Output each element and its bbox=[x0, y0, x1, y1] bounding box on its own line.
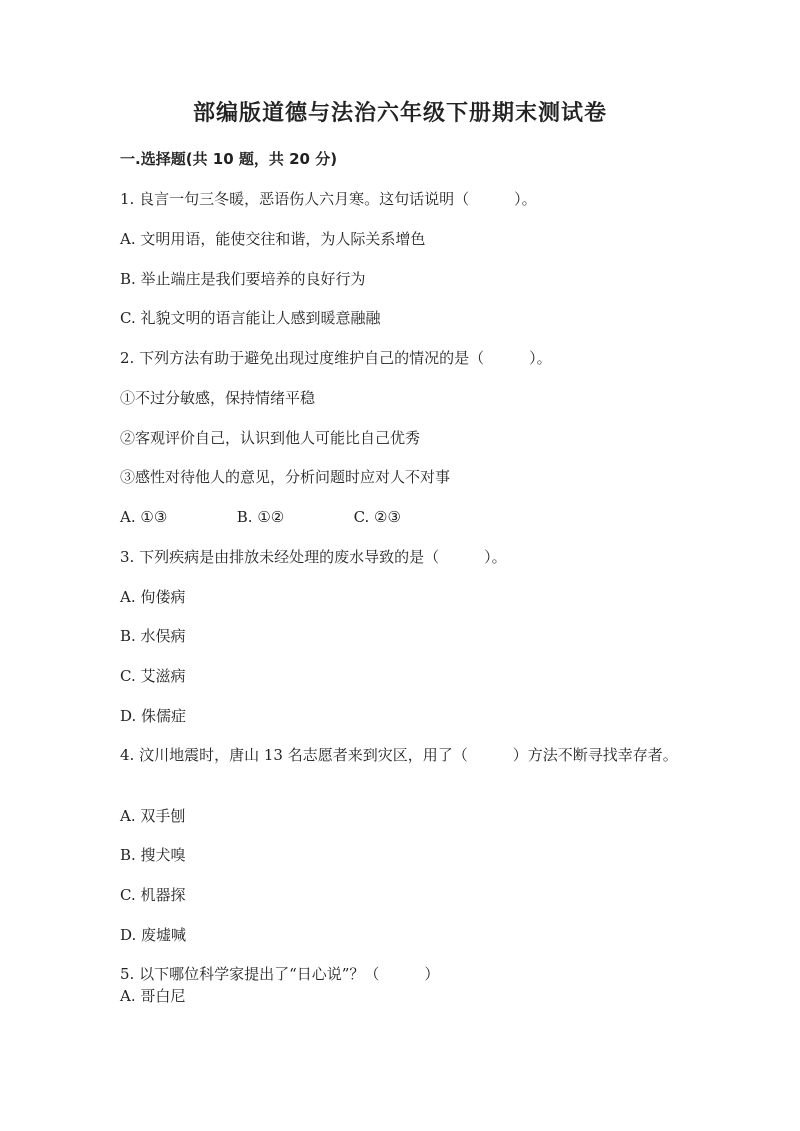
question-4-stem: 4. 汶川地震时，唐山 13 名志愿者来到灾区，用了（ ）方法不断寻找幸存者。 bbox=[120, 746, 678, 764]
question-1-option-b: B. 举止端庄是我们要培养的良好行为 bbox=[120, 270, 366, 288]
question-5-stem: 5. 以下哪位科学家提出了“日心说”？（ ） bbox=[120, 965, 440, 983]
question-2-option-c: C. ②③ bbox=[353, 508, 401, 526]
question-4-option-a: A. 双手刨 bbox=[120, 807, 186, 825]
question-4-option-c: C. 机器探 bbox=[120, 886, 186, 904]
page-title: 部编版道德与法治六年级下册期末测试卷 bbox=[192, 101, 607, 126]
question-3-stem: 3. 下列疾病是由排放未经处理的废水导致的是（ ）。 bbox=[120, 548, 507, 566]
question-4-option-d: D. 废墟喊 bbox=[120, 926, 187, 944]
question-3-option-b: B. 水俣病 bbox=[120, 627, 186, 645]
question-4-option-b: B. 搜犬嗅 bbox=[120, 846, 186, 864]
question-2-option-a: A. ①③ bbox=[120, 508, 168, 526]
section-heading: 一.选择题(共 10 题，共 20 分) bbox=[120, 150, 338, 168]
question-5-option-a: A. 哥白尼 bbox=[120, 987, 186, 1005]
question-1-option-c: C. 礼貌文明的语言能让人感到暖意融融 bbox=[120, 309, 381, 327]
question-2-stem: 2. 下列方法有助于避免出现过度维护自己的情况的是（ ）。 bbox=[120, 349, 552, 367]
question-2-statement-2: ②客观评价自己，认识到他人可能比自己优秀 bbox=[120, 429, 421, 447]
question-2-statement-1: ①不过分敏感，保持情绪平稳 bbox=[120, 389, 316, 407]
question-1-stem: 1. 良言一句三冬暖，恶语伤人六月寒。这句话说明（ ）。 bbox=[120, 190, 537, 208]
question-3-option-c: C. 艾滋病 bbox=[120, 667, 186, 685]
question-3-option-d: D. 侏儒症 bbox=[120, 707, 187, 725]
question-2-options bbox=[120, 507, 401, 527]
question-2-option-b: B. ①② bbox=[236, 508, 285, 526]
question-1-option-a: A. 文明用语，能使交往和谐，为人际关系增色 bbox=[120, 230, 426, 248]
question-3-option-a: A. 佝偻病 bbox=[120, 588, 186, 606]
question-2-statement-3: ③感性对待他人的意见，分析问题时应对人不对事 bbox=[120, 468, 451, 486]
